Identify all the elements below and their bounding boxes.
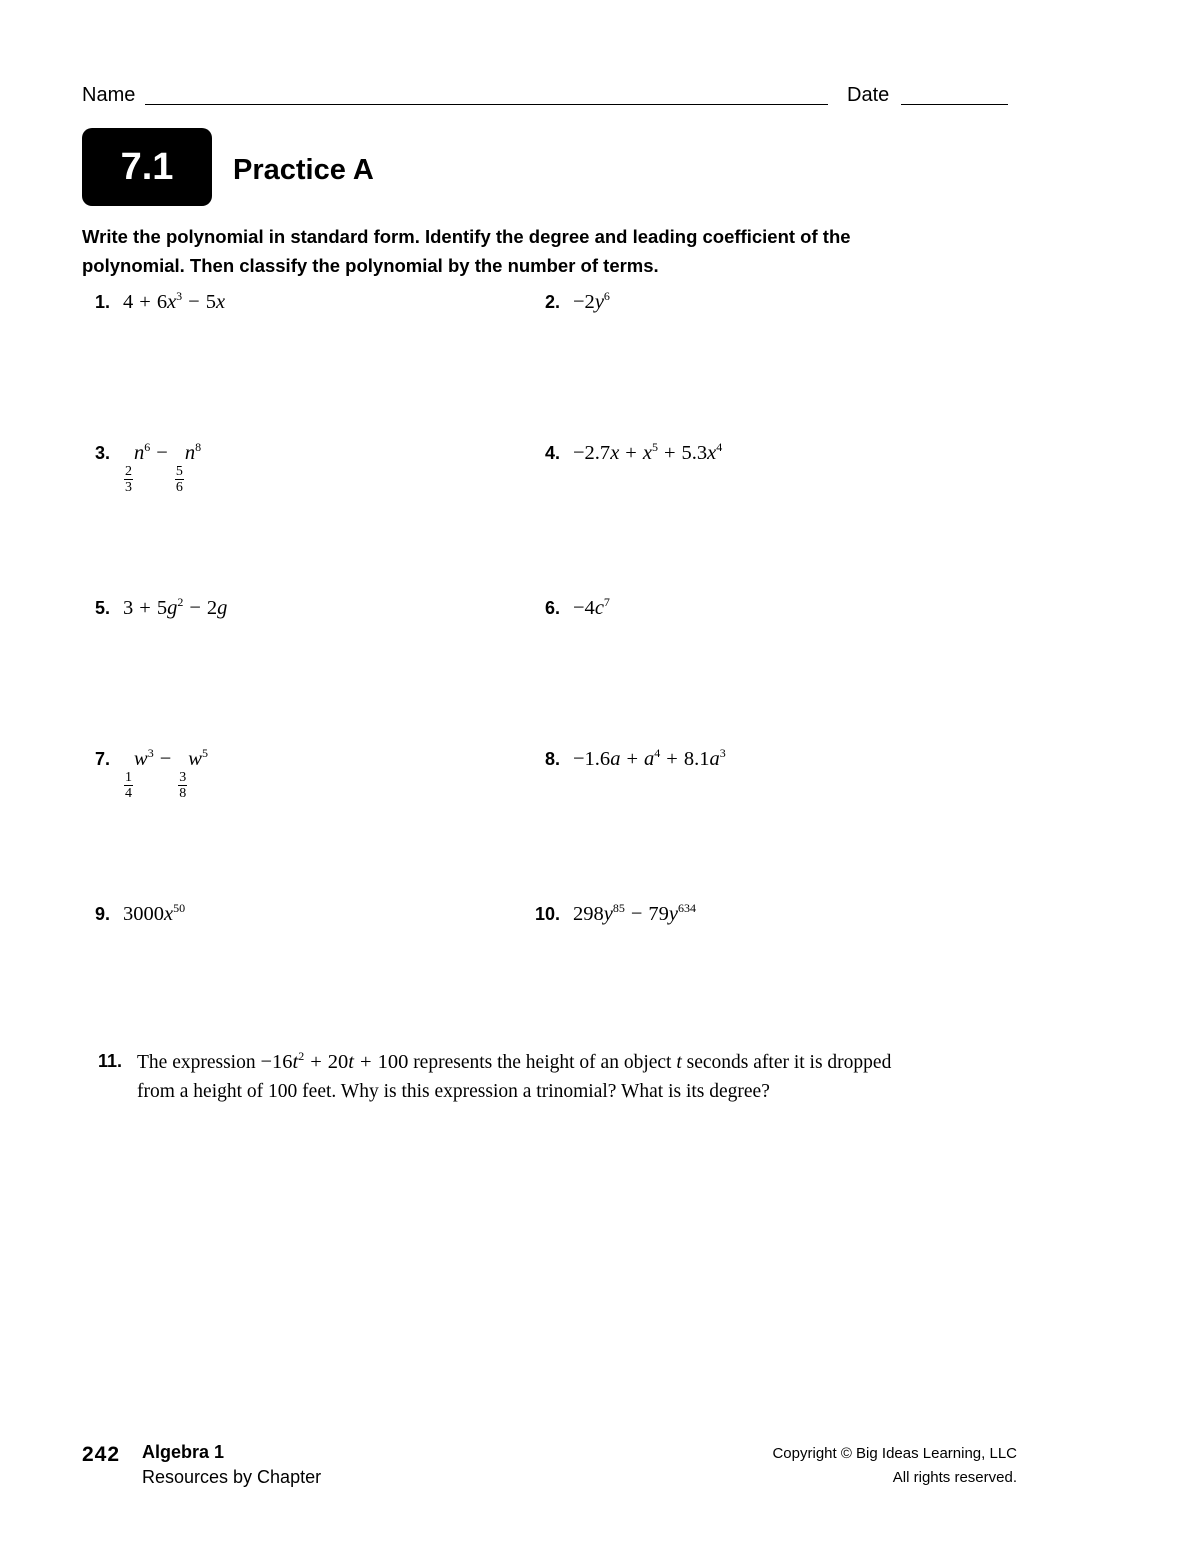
rights-notice: All rights reserved. bbox=[892, 1469, 1017, 1486]
problem-expression: $-4c^7$ bbox=[573, 595, 610, 619]
problem-10 bbox=[520, 903, 696, 926]
problem-expression: $\frac{1}{4}$ $w^3$ − $\frac{3}{8}$ $w^5$ bbox=[125, 746, 208, 801]
problem-number: 10. bbox=[534, 904, 560, 924]
problem-6 bbox=[520, 597, 610, 620]
problem-expression: $3000x^{50}$ bbox=[123, 901, 186, 925]
problem-11-expression: $-16t^2 + 20t + 100$ bbox=[260, 1049, 409, 1073]
problem-expression: $-2.7x + x^5 + 5.3x^4$ bbox=[573, 440, 723, 464]
problem-number: 3. bbox=[94, 443, 110, 463]
date-label: Date bbox=[847, 84, 890, 106]
problem-8 bbox=[520, 748, 726, 771]
problem-number: 8. bbox=[544, 749, 560, 769]
problem-number: 1. bbox=[94, 292, 110, 312]
copyright-notice: Copyright © Big Ideas Learning, LLC bbox=[772, 1445, 1017, 1462]
problem-number: 11. bbox=[97, 1051, 122, 1071]
problem-4 bbox=[520, 442, 722, 465]
lesson-number-badge bbox=[82, 128, 212, 206]
problem-number: 4. bbox=[544, 443, 560, 463]
date-input-line[interactable] bbox=[901, 104, 1008, 105]
problem-expression: $\frac{2}{3}$ $n^6$ − $\frac{5}{6}$ $n^8$ bbox=[125, 440, 202, 495]
problem-number: 7. bbox=[94, 749, 110, 769]
instructions: Write the polynomial in standard form. Identify the degree and leading coefficient of the polynomial. Then classify the polynomial by the number of terms. bbox=[82, 226, 851, 276]
problem-7 bbox=[70, 748, 208, 801]
problem-5 bbox=[70, 597, 227, 620]
name-label: Name bbox=[82, 84, 136, 106]
problem-number: 6. bbox=[544, 598, 560, 618]
problem-1 bbox=[70, 291, 225, 314]
lesson-number: 7.1 bbox=[120, 145, 174, 188]
page-number: 242 bbox=[82, 1443, 121, 1466]
problem-3 bbox=[70, 442, 201, 495]
problem-expression: $3 + 5g^2 - 2g$ bbox=[123, 595, 228, 619]
name-input-line[interactable] bbox=[145, 104, 828, 105]
problem-number: 2. bbox=[544, 292, 560, 312]
problem-number: 5. bbox=[94, 598, 110, 618]
problem-expression: $-2y^6$ bbox=[573, 289, 610, 313]
problem-expression: $298y^{85} - 79y^{634}$ bbox=[573, 901, 697, 925]
problem-9 bbox=[70, 903, 185, 926]
book-subtitle: Resources by Chapter bbox=[142, 1467, 322, 1487]
problem-2 bbox=[520, 291, 610, 314]
problem-expression: $4 + 6x^3 - 5x$ bbox=[123, 289, 226, 313]
page-title: Practice A bbox=[233, 154, 374, 186]
book-title: Algebra 1 bbox=[142, 1442, 225, 1462]
problem-expression: $-1.6a + a^4 + 8.1a^3$ bbox=[573, 746, 726, 770]
problem-number: 9. bbox=[94, 904, 110, 924]
problem-11-text: The expression $-16t^2 + 20t + 100$ represents the height of an object t seconds after it is dropped from a height of 100 feet. Why is this expression a trinomial? What is its degree? bbox=[137, 1049, 892, 1102]
